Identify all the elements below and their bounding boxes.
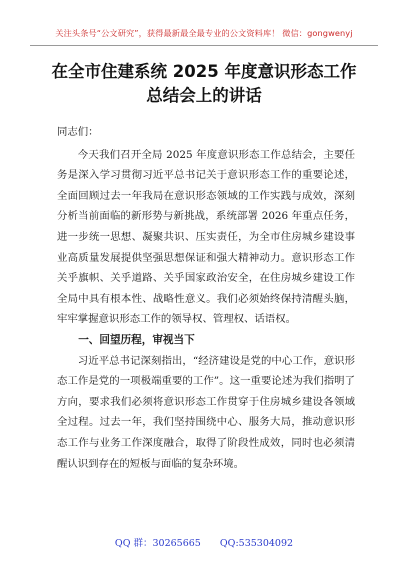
document-title bbox=[0, 60, 408, 108]
footer-qq: QQ:535304092 bbox=[219, 538, 294, 549]
paragraph-section-1: 习近平总书记深刻指出，“经济建设是党的中心工作，意识形态工作是党的一项极端重要的工作”。这一重要论述为我们指明了方向，要求我们必须将意识形态工作贯穿于住房城乡建设各领域全过程。过去一年，我们坚持围绕中心、服务大局，推动意识形态工作与业务工作深度融合，取得了阶段性成效，同时也必须清醒认识到存在的短板与面临的复杂环境。 bbox=[57, 354, 355, 470]
title-line-2: 总结会上的讲话 bbox=[146, 86, 262, 105]
paragraph-intro: 今天我们召开全局 2025 年度意识形态工作总结会，主要任务是深入学习贯彻习近平总书记关于意识形态工作的重要论述，全面回顾过去一年我局在意识形态领域的工作实践与成效，深刻分析当前面临的新形势与新挑战，系统部署 2026 年重点任务，进一步统一思想、凝聚共识、压实责任，为全市住房城乡建设事业高质量发展提供坚强思想保证和强大精神动力。意识形态工作关乎旗帜、关乎道路、关乎国家政治安全，在住房城乡建设工作全局中具有根本性、战略性意义。我们必须始终保持清醒头脑，牢牢掌握意识形态工作的领导权、管理权、话语权。 bbox=[57, 148, 355, 326]
footer-contact bbox=[0, 535, 408, 549]
title-line-1: 在全市住建系统 2025 年度意识形态工作 bbox=[51, 62, 357, 81]
header-divider bbox=[30, 45, 378, 46]
header-banner: 关注头条号“公文研究”，获得最新最全最专业的公文资料库！ 微信：gongwenyj bbox=[55, 28, 353, 38]
footer-qq-group: QQ 群：30265665 bbox=[114, 538, 201, 549]
document-body bbox=[57, 122, 355, 474]
salutation: 同志们： bbox=[57, 126, 99, 138]
section-heading-1: 一、回望历程，审视当下 bbox=[78, 333, 195, 346]
